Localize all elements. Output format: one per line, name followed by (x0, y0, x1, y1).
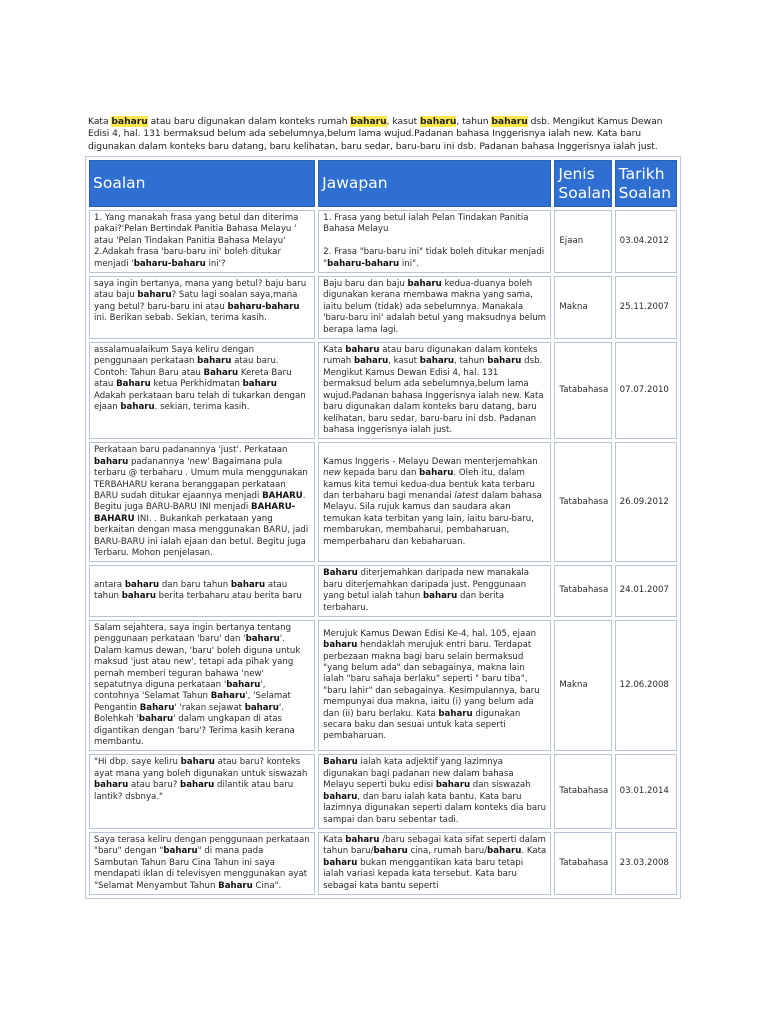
qa-table (85, 156, 681, 899)
date-cell: 03.04.2012 (615, 210, 677, 273)
table-row (89, 342, 677, 439)
highlight-keyword: baharu (111, 116, 148, 128)
date-cell: 07.07.2010 (615, 342, 677, 439)
question-cell: "Hi dbp. saye keliru baharu atau baru? konteks ayat mana yang boleh digunakan untuk siswazah baharu atau baru? baharu dilantik atau baru lantik? dsbnya." (89, 754, 315, 828)
header-jawapan: Jawapan (318, 160, 551, 207)
intro-text: , tahun (456, 116, 492, 128)
intro-text: dsb. Mengikut Kamus Dewan Edisi 4, hal. 131 bermaksud belum ada sebelumnya,belum lama wujud.Padanan bahasa Inggerisnya ialah new. Kata baru digunakan dalam konteks baru datang, baru kelihatan, baru sedar, baru-baru ini dsb. Padanan bahasa Inggerisnya ialah just. (88, 116, 663, 152)
question-cell: saya ingin bertanya, mana yang betul? baju baru atau baju baharu? Satu lagi soalan saya,mana yang betul? baru-baru ini atau baharu-baharu ini. Berikan sebab. Sekian, terima kasih. (89, 276, 315, 339)
type-cell: Tatabahasa (554, 442, 611, 562)
table-row (89, 832, 677, 895)
answer-cell: Kata baharu atau baru digunakan dalam konteks rumah baharu, kasut baharu, tahun baharu dsb. Mengikut Kamus Dewan Edisi 4, hal. 131 bermaksud belum ada sebelumnya,belum lama wujud.Padanan bahasa Inggerisnya ialah new. Kata baru digunakan dalam konteks baru datang, baru kelihatan, baru sedar, baru-baru ini dsb. Padanan bahasa Inggerisnya ialah just. (318, 342, 551, 439)
question-cell: antara baharu dan baru tahun baharu atau tahun baharu berita terbaharu atau berita baru (89, 565, 315, 617)
question-cell: Salam sejahtera, saya ingin bertanya tentang penggunaan perkataan 'baru' dan 'baharu'. Dalam kamus dewan, 'baru' boleh diguna untuk maksud 'just atau new', tetapi ada pihak yang pernah memberi teguran bahawa 'new' sepatutnya diguna perkataan 'baharu', contohnya 'Selamat Tahun Baharu', 'Selamat Pengantin Baharu' 'rakan sejawat baharu'. Bolehkah 'baharu' dalam ungkapan di atas digantikan dengan 'baru'? Terima kasih kerana membantu. (89, 620, 315, 751)
date-cell: 26.09.2012 (615, 442, 677, 562)
type-cell: Tatabahasa (554, 832, 611, 895)
answer-cell: 1. Frasa yang betul ialah Pelan Tindakan Panitia Bahasa Melayu 2. Frasa "baru-baru ini" tidak boleh ditukar menjadi "baharu-baharu ini". (318, 210, 551, 273)
type-cell: Makna (554, 276, 611, 339)
table-row (89, 754, 677, 828)
date-cell: 03.01.2014 (615, 754, 677, 828)
type-cell: Tatabahasa (554, 565, 611, 617)
intro-paragraph (88, 116, 680, 153)
date-cell: 23.03.2008 (615, 832, 677, 895)
question-cell: 1. Yang manakah frasa yang betul dan diterima pakai?'Pelan Bertindak Panitia Bahasa Melayu ' atau 'Pelan Tindakan Panitia Bahasa Melayu' 2.Adakah frasa 'baru-baru ini' boleh ditukar menjadi 'baharu-baharu ini'? (89, 210, 315, 273)
intro-text: , kasut (386, 116, 421, 128)
highlight-keyword: baharu (350, 116, 387, 128)
date-cell: 24.01.2007 (615, 565, 677, 617)
table-row (89, 620, 677, 751)
answer-cell: Merujuk Kamus Dewan Edisi Ke-4, hal. 105, ejaan baharu hendaklah merujuk entri baru. Terdapat perbezaan makna bagi baru selain bermaksud "yang belum ada" dan sebagainya, makna lain ialah "baru sahaja berlaku" seperti " baru tiba", "baru lahir" dan sebagainya. Kesimpulannya, baru mempunyai dua makna, iaitu (i) yang belum ada dan (ii) baru berlaku. Kata baharu digunakan secara baku dan sesuai untuk kata seperti pembaharuan. (318, 620, 551, 751)
answer-cell: Kamus Inggeris - Melayu Dewan menterjemahkan new kepada baru dan baharu. Oleh itu, dalam kamus kita temui kedua-dua bentuk kata terbaru dan terbaharu bagi menandai latest dalam bahasa Melayu. Sila rujuk kamus dan saudara akan temukan kata terbitan yang lain, iaitu baru-baru, membarukan, membaharui, pembaharuan, memperbaharu dan kebaharuan. (318, 442, 551, 562)
answer-cell: Baju baru dan baju baharu kedua-duanya boleh digunakan kerana membawa makna yang sama, iaitu belum (tidak) ada sebelumnya. Manakala 'baru-baru ini' adalah betul yang maksudnya belum berapa lama lagi. (318, 276, 551, 339)
date-cell: 25.11.2007 (615, 276, 677, 339)
header-row (89, 160, 677, 207)
answer-cell: Baharu ialah kata adjektif yang lazimnya digunakan bagi padanan new dalam bahasa Melayu seperti buku edisi baharu dan siswazah baharu, dan baru ialah kata bantu. Kata baru lazimnya digunakan seperti dalam konteks dia baru sampai dan baru sebentar tadi. (318, 754, 551, 828)
question-cell: Saya terasa keliru dengan penggunaan perkataan "baru" dengan "baharu" di mana pada Sambutan Tahun Baru Cina Tahun ini saya mendapati iklan di televisyen menggunakan ayat "Selamat Menyambut Tahun Baharu Cina". (89, 832, 315, 895)
answer-cell: Baharu diterjemahkan daripada new manakala baru diterjemahkan daripada just. Penggunaan yang betul ialah tahun baharu dan berita terbaharu. (318, 565, 551, 617)
question-cell: Perkataan baru padanannya 'just'. Perkataan baharu padanannya 'new' Bagaimana pula terbaru @ terbaharu . Umum mula menggunakan TERBAHARU kerana beranggapan perkataan BARU sudah ditukar ejaannya menjadi BAHARU. Begitu juga BARU-BARU INI menjadi BAHARU-BAHARU INI. . Bukankah perkataan yang berkaitan dengan masa menggunakan BARU, jadi BARU-BARU ini ialah ejaan dan betul. Begitu juga Terbaru. Mohon penjelasan. (89, 442, 315, 562)
table-row (89, 276, 677, 339)
header-tarikh-soalan: Tarikh Soalan (615, 160, 677, 207)
table-row (89, 565, 677, 617)
type-cell: Tatabahasa (554, 754, 611, 828)
type-cell: Tatabahasa (554, 342, 611, 439)
intro-text: atau baru digunakan dalam konteks rumah (147, 116, 351, 128)
table-row (89, 210, 677, 273)
header-soalan: Soalan (89, 160, 315, 207)
table-row (89, 442, 677, 562)
date-cell: 12.06.2008 (615, 620, 677, 751)
type-cell: Ejaan (554, 210, 611, 273)
question-cell: assalamualaikum Saya keliru dengan penggunaan perkataan baharu atau baru. Contoh: Tahun Baru atau Baharu Kereta Baru atau Baharu ketua Perkhidmatan baharu Adakah perkataan baru telah di tukarkan dengan ejaan baharu. sekian, terima kasih. (89, 342, 315, 439)
intro-text: Kata (88, 116, 112, 128)
highlight-keyword: baharu (420, 116, 457, 128)
answer-cell: Kata baharu /baru sebagai kata sifat seperti dalam tahun baru/baharu cina, rumah baru/baharu. Kata baharu bukan menggantikan kata baru tetapi ialah variasi kepada kata tersebut. Kata baru sebagai kata bantu seperti (318, 832, 551, 895)
header-jenis-soalan: Jenis Soalan (554, 160, 611, 207)
type-cell: Makna (554, 620, 611, 751)
highlight-keyword: baharu (491, 116, 528, 128)
